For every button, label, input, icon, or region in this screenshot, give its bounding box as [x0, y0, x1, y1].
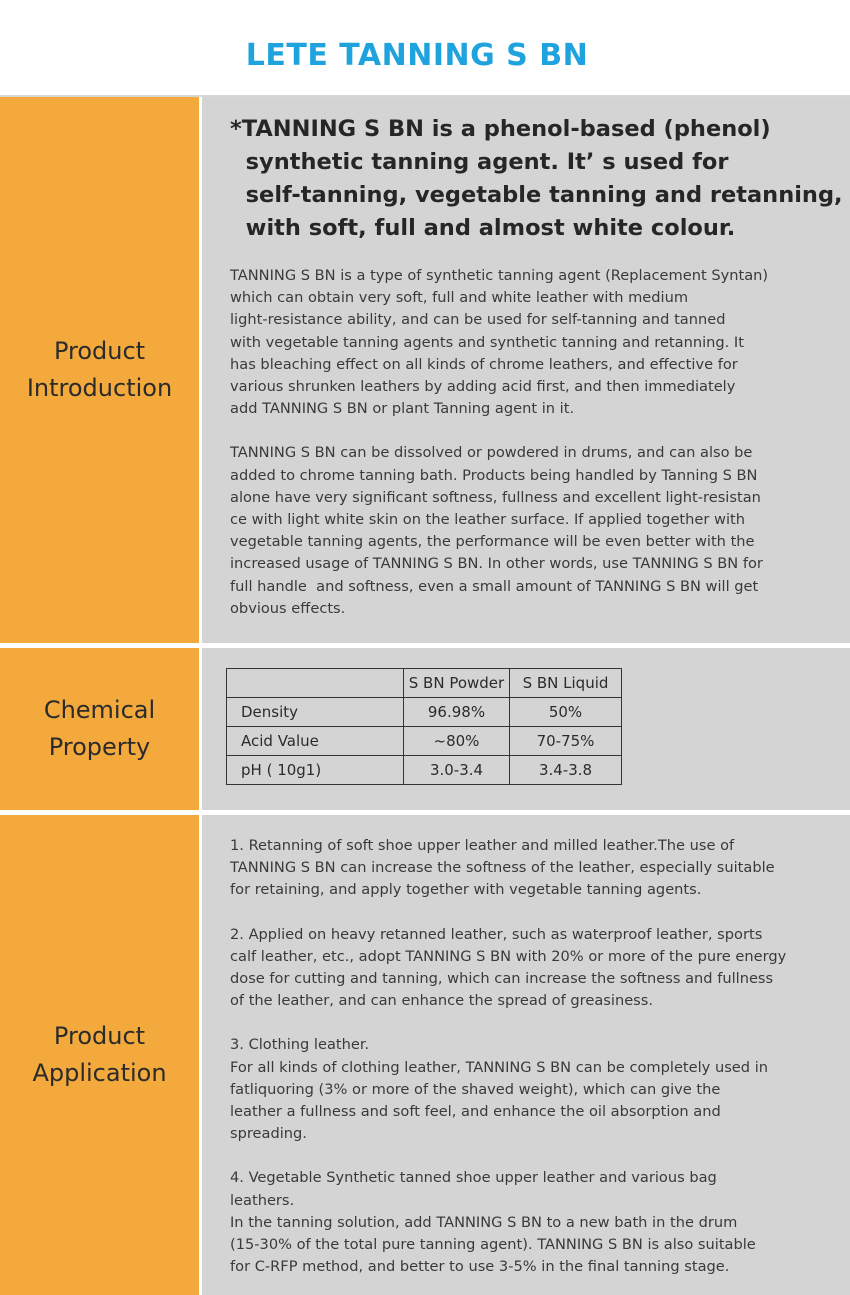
body-line: fatliquoring (3% or more of the shaved weight), which can give the: [230, 1080, 721, 1098]
body-line: obvious effects.: [230, 599, 346, 617]
table-header-row: [227, 669, 622, 698]
body-line: which can obtain very soft, full and white leather with medium: [230, 289, 689, 307]
body-line: vegetable tanning agents, the performance will be even better with the: [230, 533, 755, 551]
table-row: [227, 698, 622, 727]
table-row: [227, 756, 622, 785]
section-label-cell: [0, 648, 199, 810]
body-line: calf leather, etc., adopt TANNING S BN with 20% or more of the pure energy: [230, 947, 787, 965]
section-label: Product Application: [32, 1022, 167, 1087]
body-line: dose for cutting and tanning, which can increase the softness and fullness: [230, 970, 774, 988]
section-chemical-property: [0, 648, 850, 810]
body-line: add TANNING S BN or plant Tanning agent in it.: [230, 400, 575, 418]
body-line: of the leather, and can enhance the spread of greasiness.: [230, 992, 654, 1010]
body-line: 3. Clothing leather.: [230, 1036, 370, 1054]
body-line: for C-RFP method, and better to use 3-5% in the final tanning stage.: [230, 1258, 730, 1276]
page-title: LETE TANNING S BN: [245, 38, 589, 73]
body-line: alone have very significant softness, fullness and excellent light-resistan: [230, 488, 761, 506]
section-label-cell: [0, 815, 199, 1295]
table-header-cell: S BN Liquid: [510, 669, 622, 698]
intro-heading: [230, 113, 843, 245]
table-row: [227, 727, 622, 756]
body-line: TANNING S BN is a type of synthetic tanning agent (Replacement Syntan): [230, 267, 769, 284]
body-line: 4. Vegetable Synthetic tanned shoe upper leather and various bag: [230, 1169, 717, 1187]
body-line: added to chrome tanning bath. Products being handled by Tanning S BN: [230, 466, 758, 484]
body-line: leathers.: [230, 1191, 295, 1209]
table-header-cell: S BN Powder: [404, 669, 510, 698]
body-line: spreading.: [230, 1125, 307, 1143]
section-content-panel: [202, 648, 850, 810]
section-product-introduction: [0, 97, 850, 643]
table-cell: Density: [227, 698, 404, 727]
body-line: TANNING S BN can increase the softness of the leather, especially suitable: [230, 859, 775, 877]
body-line: 2. Applied on heavy retanned leather, such as waterproof leather, sports: [230, 925, 763, 943]
body-line: increased usage of TANNING S BN. In other words, use TANNING S BN for: [230, 555, 763, 573]
body-line: For all kinds of clothing leather, TANNING S BN can be completely used in: [230, 1058, 768, 1076]
table-cell: Acid Value: [227, 727, 404, 756]
table-cell: ~80%: [404, 727, 510, 756]
table-cell: 96.98%: [404, 698, 510, 727]
section-label-cell: [0, 97, 199, 643]
table-cell: 50%: [510, 698, 622, 727]
body-line: full handle and softness, even a small amount of TANNING S BN will get: [230, 577, 759, 595]
section-label: Product Introduction: [26, 337, 173, 402]
table-cell: 3.4-3.8: [510, 756, 622, 785]
body-line: for retaining, and apply together with vegetable tanning agents.: [230, 881, 702, 899]
body-line: 1. Retanning of soft shoe upper leather and milled leather.The use of: [230, 837, 735, 854]
body-line: various shrunken leathers by adding acid first, and then immediately: [230, 378, 736, 396]
body-line: (15-30% of the total pure tanning agent). TANNING S BN is also suitable: [230, 1236, 756, 1254]
table-cell: 70-75%: [510, 727, 622, 756]
heading-line: *TANNING S BN is a phenol-based (phenol): [230, 116, 771, 142]
section-product-application: [0, 815, 850, 1295]
body-line: leather a fullness and soft feel, and enhance the oil absorption and: [230, 1103, 721, 1121]
table-header-cell: [227, 669, 404, 698]
section-content-panel: [202, 815, 850, 1295]
body-line: light-resistance ability, and can be used for self-tanning and tanned: [230, 311, 726, 329]
section-label: Chemical Property: [43, 696, 156, 761]
heading-line: with soft, full and almost white colour.: [230, 215, 736, 241]
table-cell: pH ( 10g1): [227, 756, 404, 785]
body-line: has bleaching effect on all kinds of chrome leathers, and effective for: [230, 355, 738, 373]
body-line: TANNING S BN can be dissolved or powdered in drums, and can also be: [230, 444, 753, 462]
chemical-property-table: [226, 668, 622, 785]
heading-line: self-tanning, vegetable tanning and retanning,: [230, 182, 843, 208]
application-body: [230, 835, 845, 1278]
table-cell: 3.0-3.4: [404, 756, 510, 785]
heading-line: synthetic tanning agent. It’ s used for: [230, 149, 729, 175]
section-content-panel: [202, 97, 850, 643]
body-line: with vegetable tanning agents and synthetic tanning and retanning. It: [230, 333, 744, 351]
body-line: In the tanning solution, add TANNING S BN to a new bath in the drum: [230, 1213, 738, 1231]
body-line: ce with light white skin on the leather surface. If applied together with: [230, 511, 745, 529]
intro-body: [230, 265, 845, 620]
